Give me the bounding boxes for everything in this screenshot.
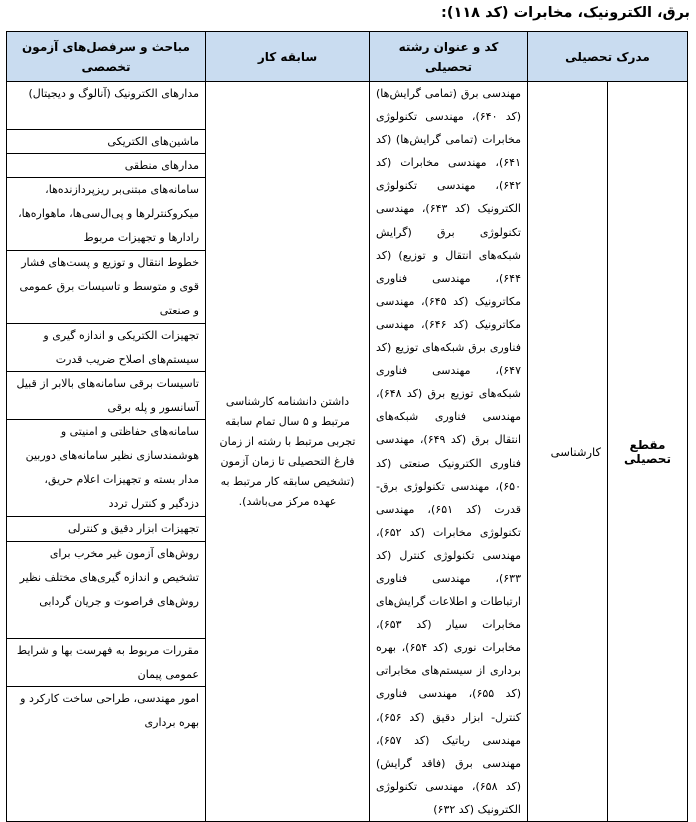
education-level-cell: مقطع تحصیلی bbox=[608, 82, 688, 822]
subject-item: سامانه‌های مبتنی‌بر ریزپردازنده‌ها، میکروکنترلرها و پی‌ال‌سی‌ها، ماهواره‌ها، رادارها و تجهیزات مربوط bbox=[7, 178, 205, 251]
header-degree: مدرک تحصیلی bbox=[528, 32, 688, 82]
work-experience-cell: داشتن دانشنامه کارشناسی مرتبط و ۵ سال تمام سابقه تجربی مرتبط با رشته از زمان فارغ التحصیلی تا زمان آزمون (تشخیص سابقه کار مرتبط به عهده مرکز می‌باشد). bbox=[206, 82, 370, 822]
subject-item: مدارهای الکترونیک (آنالوگ و دیجیتال) bbox=[7, 82, 205, 130]
subject-item: ماشین‌های الکتریکی bbox=[7, 130, 205, 154]
degree-cell: کارشناسی bbox=[528, 82, 608, 822]
page-title: برق، الکترونیک، مخابرات (کد ۱۱۸): bbox=[441, 5, 690, 21]
exam-subjects-cell bbox=[7, 82, 206, 822]
requirements-table bbox=[6, 31, 688, 822]
subject-item: تجهیزات ابزار دقیق و کنترلی bbox=[7, 517, 205, 542]
fields-of-study-cell: مهندسی برق (تمامی گرایش‌ها) (کد ۶۴۰)، مهندسی تکنولوژی مخابرات (تمامی گرایش‌ها) (کد ۶۴۱)، مهندسی مخابرات (کد ۶۴۲)، مهندسی تکنولوژی الکترونیک (کد ۶۴۳)، مهندسی تکنولوژی برق (گرایش شبکه‌های انتقال و توزیع) (کد ۶۴۴)، مهندسی فناوری مکاترونیک (کد ۶۴۵)، مهندسی مکاترونیک (کد ۶۴۶)، مهندسی فناوری برق شبکه‌های توزیع (کد ۶۴۷)، مهندسی فناوری شبکه‌های توزیع برق (کد ۶۴۸)، مهندسی فناوری شبکه‌های انتقال برق (کد ۶۴۹)، مهندسی فناوری الکترونیک صنعتی (کد ۶۵۰)، مهندسی تکنولوژی برق- قدرت (کد ۶۵۱)، مهندسی تکنولوژی مخابرات (کد ۶۵۲)، مهندسی تکنولوژی کنترل (کد ۶۳۳)، مهندسی فناوری ارتباطات و اطلاعات گرایش‌های مخابرات سیار (کد ۶۵۳)، مخابرات نوری (کد ۶۵۴)، بهره برداری از سیستم‌های مخابراتی (کد ۶۵۵)، مهندسی فناوری کنترل- ابزار دقیق (کد ۶۵۶)، مهندسی رباتیک (کد ۶۵۷)، مهندسی برق (فاقد گرایش) (کد ۶۵۸)، مهندسی تکنولوژی الکترونیک (کد ۶۳۲) bbox=[370, 82, 528, 822]
header-subjects: مباحث و سرفصل‌های آزمون تخصصی bbox=[7, 32, 206, 82]
subject-item: مقررات مربوط به فهرست بها و شرایط عمومی پیمان bbox=[7, 639, 205, 687]
subject-item: تجهیزات الکتریکی و اندازه گیری و سیستم‌های اصلاح ضریب قدرت bbox=[7, 324, 205, 372]
header-fields: کد و عنوان رشته تحصیلی bbox=[370, 32, 528, 82]
subject-item: امور مهندسی، طراحی ساخت کارکرد و بهره برداری bbox=[20, 692, 199, 729]
subject-item: خطوط انتقال و توزیع و پست‌های فشار قوی و متوسط و تاسیسات برق عمومی و صنعتی bbox=[7, 251, 205, 324]
subject-item: روش‌های آزمون غیر مخرب برای تشخیص و اندازه گیری‌های مختلف نظیر روش‌های فراصوت و جریان گردابی bbox=[7, 542, 205, 639]
subject-item: تاسیسات برقی سامانه‌های بالابر از قبیل آسانسور و پله برقی bbox=[7, 372, 205, 420]
subject-item: سامانه‌های حفاظتی و امنیتی و هوشمندسازی نظیر سامانه‌های دوربین مدار بسته و تجهیزات اعلام حریق، دزدگیر و کنترل تردد bbox=[7, 420, 205, 517]
subject-item: مدارهای منطقی bbox=[7, 154, 205, 178]
header-experience: سابقه کار bbox=[206, 32, 370, 82]
